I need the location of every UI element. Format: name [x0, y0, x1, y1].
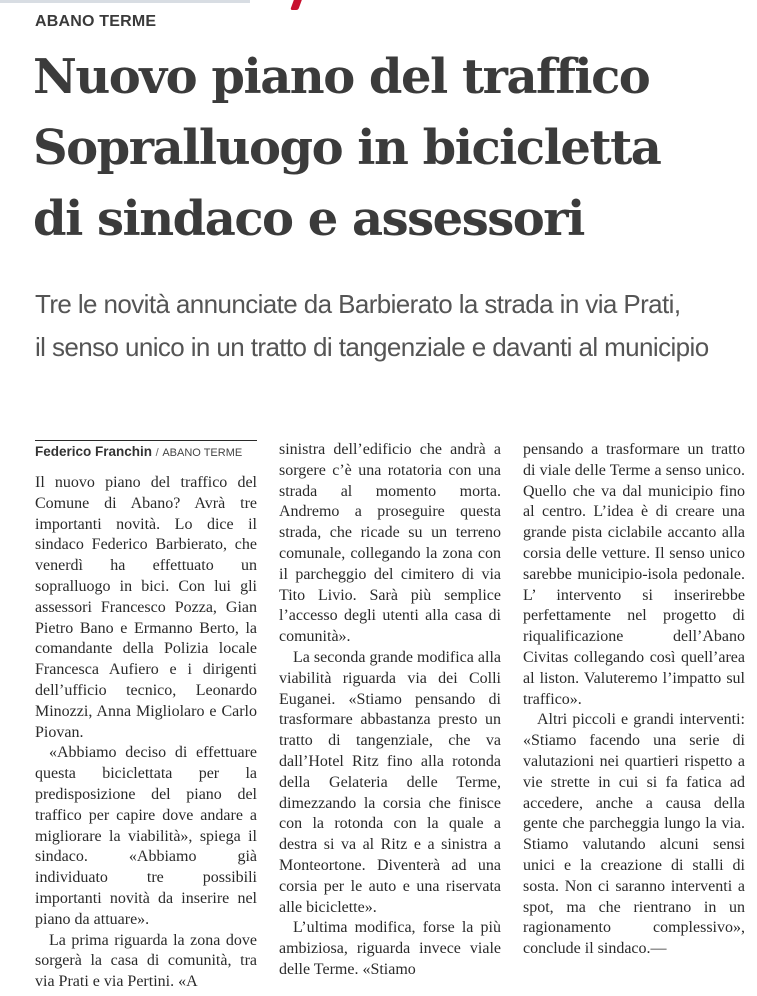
byline	[35, 440, 257, 459]
subtitle	[35, 283, 750, 369]
subtitle-line: Tre le novità annunciate da Barbierato la strada in via Prati,	[35, 289, 681, 319]
paragraph: Altri piccoli e grandi interventi: «Stiamo facendo una serie di valutazioni nei quartieri rispetto a vie strette in cui si fa fatica ad accedere, anche a causa della gente che parcheggia lungo la via. Stiamo valutando alcuni sensi unici e la creazione di stalli di sosta. Non ci saranno interventi a spot, ma che rientrano in un ragionamento complessivo», conclude il sindaco.—	[523, 711, 745, 958]
byline-separator: /	[155, 447, 159, 459]
top-rule	[0, 0, 250, 3]
article-column-3	[523, 440, 745, 960]
headline	[33, 42, 748, 255]
paragraph: L’ultima modifica, forse la più ambiziosa, riguarda invece viale delle Terme. «Stiamo	[279, 919, 501, 978]
paragraph: sinistra dell’edificio che andrà a sorgere c’è una rotatoria con una strada al momento morta. Andremo a proseguire questa strada, che ricade su un terreno comunale, collegando la zona con il parcheggio del cimitero di via Tito Livio. Sarà più semplice l’accesso degli utenti alla casa di comunità».	[279, 441, 501, 646]
paragraph: La prima riguarda la zona dove sorgerà la casa di comunità, tra via Prati e via Pertini. «A	[35, 931, 257, 991]
headline-line: Nuovo piano del traffico	[33, 49, 650, 105]
paragraph: La seconda grande modifica alla viabilità riguarda via dei Colli Euganei. «Stiamo pensando di trasformare abbastanza presto un tratto di tangenziale, che va dall’Hotel Ritz fino alla rotonda della Gelateria delle Terme, dimezzando la corsia che finisce con la rotonda con la quale a destra si va al Ritz e a sinistra a Monteortone. Diventerà ad una corsia per le auto e una riservata alle biciclette».	[279, 648, 501, 916]
paragraph: Il nuovo piano del traffico del Comune di Abano? Avrà tre importanti novità. Lo dice il sindaco Federico Barbierato, che venerdì ha effettuato un sopralluogo in bici. Con lui gli assessori Francesco Pozza, Gian Pietro Bano e Ermanno Berto, la comandante della Polizia locale Francesca Aufiero e i dirigenti dell’ufficio tecnico, Leonardo Minozzi, Anna Migliolaro e Carlo Piovan.	[35, 474, 257, 741]
section-label: ABANO TERME	[35, 13, 157, 30]
article-column-2	[279, 440, 501, 981]
article-column-1	[35, 473, 257, 993]
brand-mark	[290, 0, 302, 10]
paragraph: pensando a trasformare un tratto di viale delle Terme a senso unico. Quello che va dal municipio fino al centro. L’idea è di creare una grande pista ciclabile accanto alla corsia delle vetture. Il senso unico sarebbe municipio-isola pedonale. L’ intervento si inserirebbe perfettamente nel progetto di riqualificazione dell’Abano Civitas collegando così quell’area al liston. Valuteremo l’impatto sul traffico».	[523, 441, 745, 708]
byline-place: ABANO TERME	[162, 447, 243, 459]
byline-author: Federico Franchin	[35, 444, 153, 459]
subtitle-line: il senso unico in un tratto di tangenziale e davanti al municipio	[35, 332, 709, 362]
headline-line: di sindaco e assessori	[33, 191, 584, 247]
paragraph: «Abbiamo deciso di effettuare questa biciclettata per la predisposizione del piano del traffico per capire dove andare a migliorare la viabilità», spiega il sindaco. «Abbiamo già individuato tre possibili importanti novità da inserire nel piano da attuare».	[35, 744, 257, 928]
headline-line: Sopralluogo in bicicletta	[33, 120, 661, 176]
